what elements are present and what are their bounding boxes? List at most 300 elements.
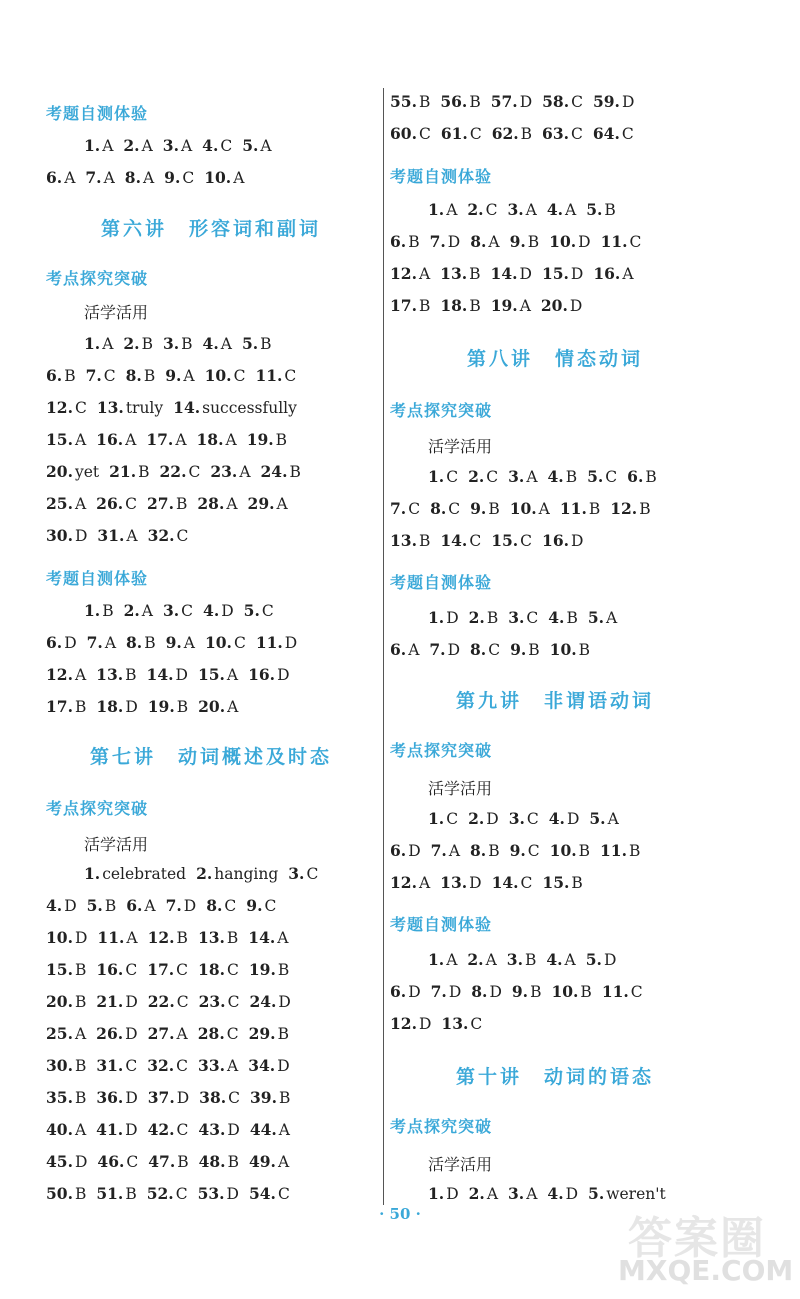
answer-value: truly xyxy=(125,399,164,417)
answer-value: B xyxy=(527,233,540,251)
question-number: 14. xyxy=(490,264,518,283)
answer-value: C xyxy=(629,233,642,251)
answer-value: D xyxy=(486,810,499,828)
answer-item xyxy=(96,1114,137,1146)
answer-value: A xyxy=(144,897,156,915)
answer-value: A xyxy=(180,137,193,155)
question-number: 13. xyxy=(197,928,225,947)
answer-item xyxy=(97,392,163,424)
answer-item xyxy=(441,1008,482,1040)
answer-value: A xyxy=(486,1185,499,1203)
answer-block xyxy=(390,944,653,1040)
answer-value: A xyxy=(74,1121,87,1139)
answer-value: D xyxy=(578,233,591,251)
answer-item xyxy=(84,858,186,890)
answer-value: B xyxy=(125,1185,137,1203)
answer-item xyxy=(588,602,617,634)
answer-item xyxy=(198,1114,239,1146)
answer-value: D xyxy=(408,842,421,860)
answer-value: C xyxy=(176,1057,189,1075)
answer-value: C xyxy=(261,602,274,620)
answer-item xyxy=(600,835,640,867)
answer-item xyxy=(390,976,421,1008)
answer-item xyxy=(85,162,114,194)
question-number: 5. xyxy=(241,334,259,353)
question-number: 26. xyxy=(96,494,124,513)
question-number: 6. xyxy=(46,168,63,187)
question-number: 1. xyxy=(428,1184,445,1203)
question-number: 6. xyxy=(46,366,63,385)
answer-item xyxy=(469,1178,498,1210)
question-number: 23. xyxy=(198,992,226,1011)
answer-item xyxy=(86,360,116,392)
answer-item xyxy=(46,659,86,691)
answer-item xyxy=(197,424,237,456)
answer-value: A xyxy=(525,201,537,219)
answer-item xyxy=(125,162,154,194)
answer-block xyxy=(390,803,650,899)
question-number: 61. xyxy=(440,124,468,143)
answer-item xyxy=(198,1178,239,1210)
section-heading-self-test: 考题自测体验 xyxy=(390,167,493,186)
answer-item xyxy=(46,1082,86,1114)
answer-value: A xyxy=(607,810,619,828)
question-number: 9. xyxy=(246,896,263,915)
answer-value: A xyxy=(74,431,87,449)
answer-item xyxy=(46,1114,86,1146)
answer-block xyxy=(390,602,627,666)
answer-value: A xyxy=(74,495,87,513)
answer-item xyxy=(242,328,272,360)
answer-value: A xyxy=(225,431,237,449)
answer-item xyxy=(198,1050,238,1082)
answer-item xyxy=(164,162,194,194)
answer-value: D xyxy=(621,93,635,111)
question-number: 4. xyxy=(202,136,219,155)
practice-label: 活学活用 xyxy=(428,437,493,456)
section-heading-explore: 考点探究突破 xyxy=(390,741,493,760)
answer-item xyxy=(249,986,290,1018)
answer-item xyxy=(542,86,583,118)
question-number: 48. xyxy=(198,1152,226,1171)
answer-value: C xyxy=(621,125,634,143)
question-number: 16. xyxy=(96,430,124,449)
answer-item xyxy=(198,954,239,986)
question-number: 16. xyxy=(248,665,276,684)
question-number: 13. xyxy=(440,264,468,283)
answer-item xyxy=(440,290,480,322)
question-number: 13. xyxy=(440,873,468,892)
question-number: 7. xyxy=(165,896,182,915)
answer-item xyxy=(549,803,580,835)
answer-item xyxy=(147,1050,188,1082)
answer-item xyxy=(84,328,113,360)
answer-item xyxy=(390,634,419,666)
answer-value: B xyxy=(141,335,153,353)
answer-item xyxy=(173,392,297,424)
answer-item xyxy=(467,194,497,226)
answer-value: D xyxy=(125,1121,138,1139)
answer-value: A xyxy=(233,169,245,187)
answer-row xyxy=(390,118,644,150)
answer-item xyxy=(548,602,578,634)
question-number: 2. xyxy=(468,809,485,828)
answer-value: B xyxy=(469,93,481,111)
lecture-6-title: 第六讲 形容词和副词 xyxy=(100,218,321,240)
answer-value: D xyxy=(277,666,290,684)
answer-item xyxy=(46,162,75,194)
answer-value: C xyxy=(527,842,540,860)
question-number: 2. xyxy=(467,200,484,219)
question-number: 14. xyxy=(146,665,174,684)
question-number: 12. xyxy=(46,398,73,417)
question-number: 64. xyxy=(592,124,620,143)
answer-item xyxy=(203,595,234,627)
question-number: 40. xyxy=(46,1120,73,1139)
answer-value: A xyxy=(176,1025,188,1043)
answer-item xyxy=(246,890,276,922)
answer-value: D xyxy=(64,897,77,915)
answer-item xyxy=(471,976,502,1008)
question-number: 16. xyxy=(593,264,621,283)
answer-item xyxy=(148,1146,188,1178)
answer-value: D xyxy=(227,1121,240,1139)
answer-row xyxy=(46,627,307,659)
question-number: 53. xyxy=(197,1184,225,1203)
question-number: 30. xyxy=(46,526,73,545)
answer-value: A xyxy=(519,297,531,315)
answer-value: B xyxy=(260,335,272,353)
question-number: 2. xyxy=(468,467,485,486)
question-number: 44. xyxy=(249,1120,277,1139)
question-number: 9. xyxy=(165,633,182,652)
question-number: 63. xyxy=(542,124,570,143)
answer-value: C xyxy=(176,527,189,545)
answer-item xyxy=(242,130,271,162)
answer-item xyxy=(163,130,192,162)
answer-value: B xyxy=(645,468,657,486)
answer-value: D xyxy=(125,1025,138,1043)
answer-item xyxy=(46,890,77,922)
answer-item xyxy=(147,488,187,520)
answer-item xyxy=(197,488,237,520)
answer-value: A xyxy=(446,201,458,219)
question-number: 1. xyxy=(84,334,101,353)
question-number: 9. xyxy=(509,232,526,251)
question-number: 58. xyxy=(542,92,570,111)
question-number: 8. xyxy=(125,366,142,385)
answer-value: B xyxy=(177,1153,189,1171)
answer-item xyxy=(547,1178,578,1210)
answer-item xyxy=(390,1008,431,1040)
question-number: 55. xyxy=(390,92,417,111)
answer-row xyxy=(390,194,651,226)
answer-value: C xyxy=(571,93,583,111)
answer-value: B xyxy=(578,641,591,659)
answer-value: C xyxy=(74,399,87,417)
answer-value: D xyxy=(125,1089,138,1107)
answer-value: D xyxy=(125,698,138,716)
answer-item xyxy=(548,461,578,493)
answer-item xyxy=(390,835,421,867)
answer-item xyxy=(390,493,420,525)
answer-value: hanging xyxy=(214,865,279,883)
practice-label: 活学活用 xyxy=(84,303,149,322)
answer-value: B xyxy=(176,698,189,716)
answer-value: A xyxy=(564,951,576,969)
question-number: 3. xyxy=(508,809,525,828)
question-number: 14. xyxy=(491,873,519,892)
question-number: 20. xyxy=(46,992,73,1011)
question-number: 4. xyxy=(547,467,564,486)
question-number: 7. xyxy=(85,168,102,187)
answer-value: A xyxy=(278,1121,290,1139)
question-number: 1. xyxy=(428,467,445,486)
answer-value: B xyxy=(176,929,188,947)
answer-value: C xyxy=(470,1015,483,1033)
answer-row xyxy=(390,976,653,1008)
answer-item xyxy=(205,627,246,659)
question-number: 4. xyxy=(203,601,220,620)
question-number: 54. xyxy=(248,1184,276,1203)
question-number: 37. xyxy=(147,1088,175,1107)
question-number: 10. xyxy=(204,633,232,652)
answer-item xyxy=(46,360,76,392)
answer-value: B xyxy=(143,367,156,385)
question-number: 14. xyxy=(440,531,468,550)
answer-item xyxy=(510,634,540,666)
answer-item xyxy=(46,1050,86,1082)
answer-item xyxy=(507,944,537,976)
question-number: 12. xyxy=(390,873,417,892)
question-number: 17. xyxy=(46,697,73,716)
question-number: 18. xyxy=(196,430,224,449)
answer-item xyxy=(430,226,461,258)
question-number: 15. xyxy=(197,665,225,684)
answer-item xyxy=(509,803,539,835)
lecture-7-title: 第七讲 动词概述及时态 xyxy=(89,746,332,768)
question-number: 23. xyxy=(210,462,238,481)
section-heading-explore: 考点探究突破 xyxy=(46,799,149,818)
question-number: 62. xyxy=(491,124,519,143)
question-number: 17. xyxy=(147,960,175,979)
answer-item xyxy=(256,627,297,659)
question-number: 5. xyxy=(588,1184,605,1203)
answer-item xyxy=(202,130,232,162)
answer-item xyxy=(546,944,575,976)
answer-item xyxy=(123,328,153,360)
answer-value: D xyxy=(565,1185,579,1203)
answer-item xyxy=(46,954,86,986)
answer-value: D xyxy=(418,1015,432,1033)
answer-item xyxy=(249,1018,289,1050)
question-number: 13. xyxy=(96,398,124,417)
question-number: 11. xyxy=(601,982,629,1001)
section-heading-explore: 考点探究突破 xyxy=(390,401,493,420)
answer-row xyxy=(46,520,311,552)
question-number: 5. xyxy=(242,136,259,155)
answer-item xyxy=(467,944,496,976)
question-number: 38. xyxy=(199,1088,227,1107)
answer-item xyxy=(198,659,238,691)
answer-value: D xyxy=(74,527,88,545)
answer-row xyxy=(390,602,627,634)
answer-block xyxy=(46,858,328,1210)
answer-value: B xyxy=(524,951,537,969)
answer-value: B xyxy=(125,666,137,684)
answer-value: B xyxy=(488,842,500,860)
answer-value: A xyxy=(74,1025,87,1043)
answer-value: C xyxy=(418,125,431,143)
question-number: 8. xyxy=(124,168,141,187)
answer-item xyxy=(390,226,420,258)
question-number: 60. xyxy=(390,124,417,143)
answer-item xyxy=(440,86,480,118)
question-number: 9. xyxy=(165,366,182,385)
question-number: 25. xyxy=(46,494,73,513)
answer-item xyxy=(46,691,86,723)
section-heading-self-test: 考题自测体验 xyxy=(46,569,149,588)
answer-value: A xyxy=(448,842,461,860)
answer-item xyxy=(46,392,87,424)
answer-value: A xyxy=(126,527,138,545)
answer-row xyxy=(46,162,282,194)
question-number: 17. xyxy=(146,430,174,449)
answer-block xyxy=(390,461,667,557)
question-number: 36. xyxy=(96,1088,124,1107)
answer-item xyxy=(196,858,278,890)
answer-item xyxy=(199,986,240,1018)
answer-row xyxy=(390,226,651,258)
answer-value: A xyxy=(526,1185,538,1203)
question-number: 8. xyxy=(470,841,487,860)
answer-row xyxy=(46,691,307,723)
question-number: 19. xyxy=(248,960,276,979)
answer-item xyxy=(97,520,137,552)
answer-value: A xyxy=(103,169,115,187)
question-number: 13. xyxy=(390,531,417,550)
answer-value: A xyxy=(102,335,114,353)
answer-item xyxy=(84,595,114,627)
answer-value: B xyxy=(418,93,431,111)
answer-value: C xyxy=(605,468,618,486)
answer-item xyxy=(510,226,540,258)
question-number: 8. xyxy=(470,232,487,251)
answer-item xyxy=(390,867,430,899)
answer-value: B xyxy=(488,500,500,518)
answer-value: B xyxy=(138,463,150,481)
answer-item xyxy=(46,520,87,552)
question-number: 12. xyxy=(390,264,417,283)
question-number: 33. xyxy=(198,1056,226,1075)
answer-value: B xyxy=(181,335,193,353)
question-number: 18. xyxy=(96,697,124,716)
answer-item xyxy=(510,493,550,525)
answer-item xyxy=(593,258,633,290)
answer-item xyxy=(261,456,301,488)
answer-value: B xyxy=(289,463,301,481)
question-number: 15. xyxy=(46,960,73,979)
question-number: 4. xyxy=(202,334,219,353)
question-number: 6. xyxy=(390,640,407,659)
answer-value: A xyxy=(183,367,195,385)
answer-value: B xyxy=(530,983,542,1001)
answer-row xyxy=(390,634,627,666)
question-number: 5. xyxy=(585,950,602,969)
question-number: 11. xyxy=(600,232,628,251)
answer-value: A xyxy=(226,495,238,513)
answer-item xyxy=(204,162,244,194)
practice-label: 活学活用 xyxy=(428,1155,493,1174)
answer-value: C xyxy=(181,602,194,620)
answer-item xyxy=(560,493,600,525)
answer-item xyxy=(549,226,590,258)
question-number: 6. xyxy=(390,232,407,251)
answer-row xyxy=(390,493,667,525)
answer-value: B xyxy=(639,500,651,518)
question-number: 20. xyxy=(540,296,568,315)
answer-item xyxy=(248,1050,289,1082)
answer-value: B xyxy=(226,929,239,947)
question-number: 50. xyxy=(46,1184,73,1203)
answer-value: D xyxy=(74,929,88,947)
answer-value: C xyxy=(126,1153,139,1171)
question-number: 8. xyxy=(126,633,143,652)
question-number: 10. xyxy=(549,232,577,251)
question-number: 9. xyxy=(164,168,181,187)
answer-item xyxy=(428,944,457,976)
answer-item xyxy=(148,520,189,552)
answer-item xyxy=(491,525,532,557)
answer-item xyxy=(46,922,87,954)
lecture-8-title: 第八讲 情态动词 xyxy=(466,348,643,370)
question-number: 1. xyxy=(428,950,445,969)
answer-item xyxy=(163,595,193,627)
question-number: 9. xyxy=(470,499,487,518)
question-number: 3. xyxy=(507,200,524,219)
question-number: 18. xyxy=(440,296,468,315)
answer-item xyxy=(163,328,193,360)
answer-row xyxy=(46,858,328,890)
question-number: 56. xyxy=(440,92,468,111)
answer-row xyxy=(46,488,311,520)
question-number: 4. xyxy=(546,950,563,969)
answer-item xyxy=(550,835,590,867)
question-number: 11. xyxy=(255,366,283,385)
answer-value: B xyxy=(469,297,481,315)
answer-value: C xyxy=(408,500,421,518)
answer-value: A xyxy=(260,137,272,155)
answer-item xyxy=(587,461,617,493)
answer-value: B xyxy=(628,842,641,860)
question-number: 13. xyxy=(96,665,124,684)
answer-value: A xyxy=(126,929,138,947)
question-number: 5. xyxy=(586,200,603,219)
answer-item xyxy=(203,328,232,360)
answer-value: C xyxy=(182,169,195,187)
question-number: 12. xyxy=(46,665,73,684)
answer-item xyxy=(46,1146,87,1178)
answer-value: C xyxy=(227,993,240,1011)
answer-value: A xyxy=(622,265,634,283)
answer-value: A xyxy=(104,634,117,652)
column-divider xyxy=(383,88,384,1205)
question-number: 11. xyxy=(255,633,283,652)
answer-value: A xyxy=(74,666,87,684)
question-number: 29. xyxy=(247,494,275,513)
answer-value: A xyxy=(142,169,155,187)
answer-item xyxy=(96,424,136,456)
